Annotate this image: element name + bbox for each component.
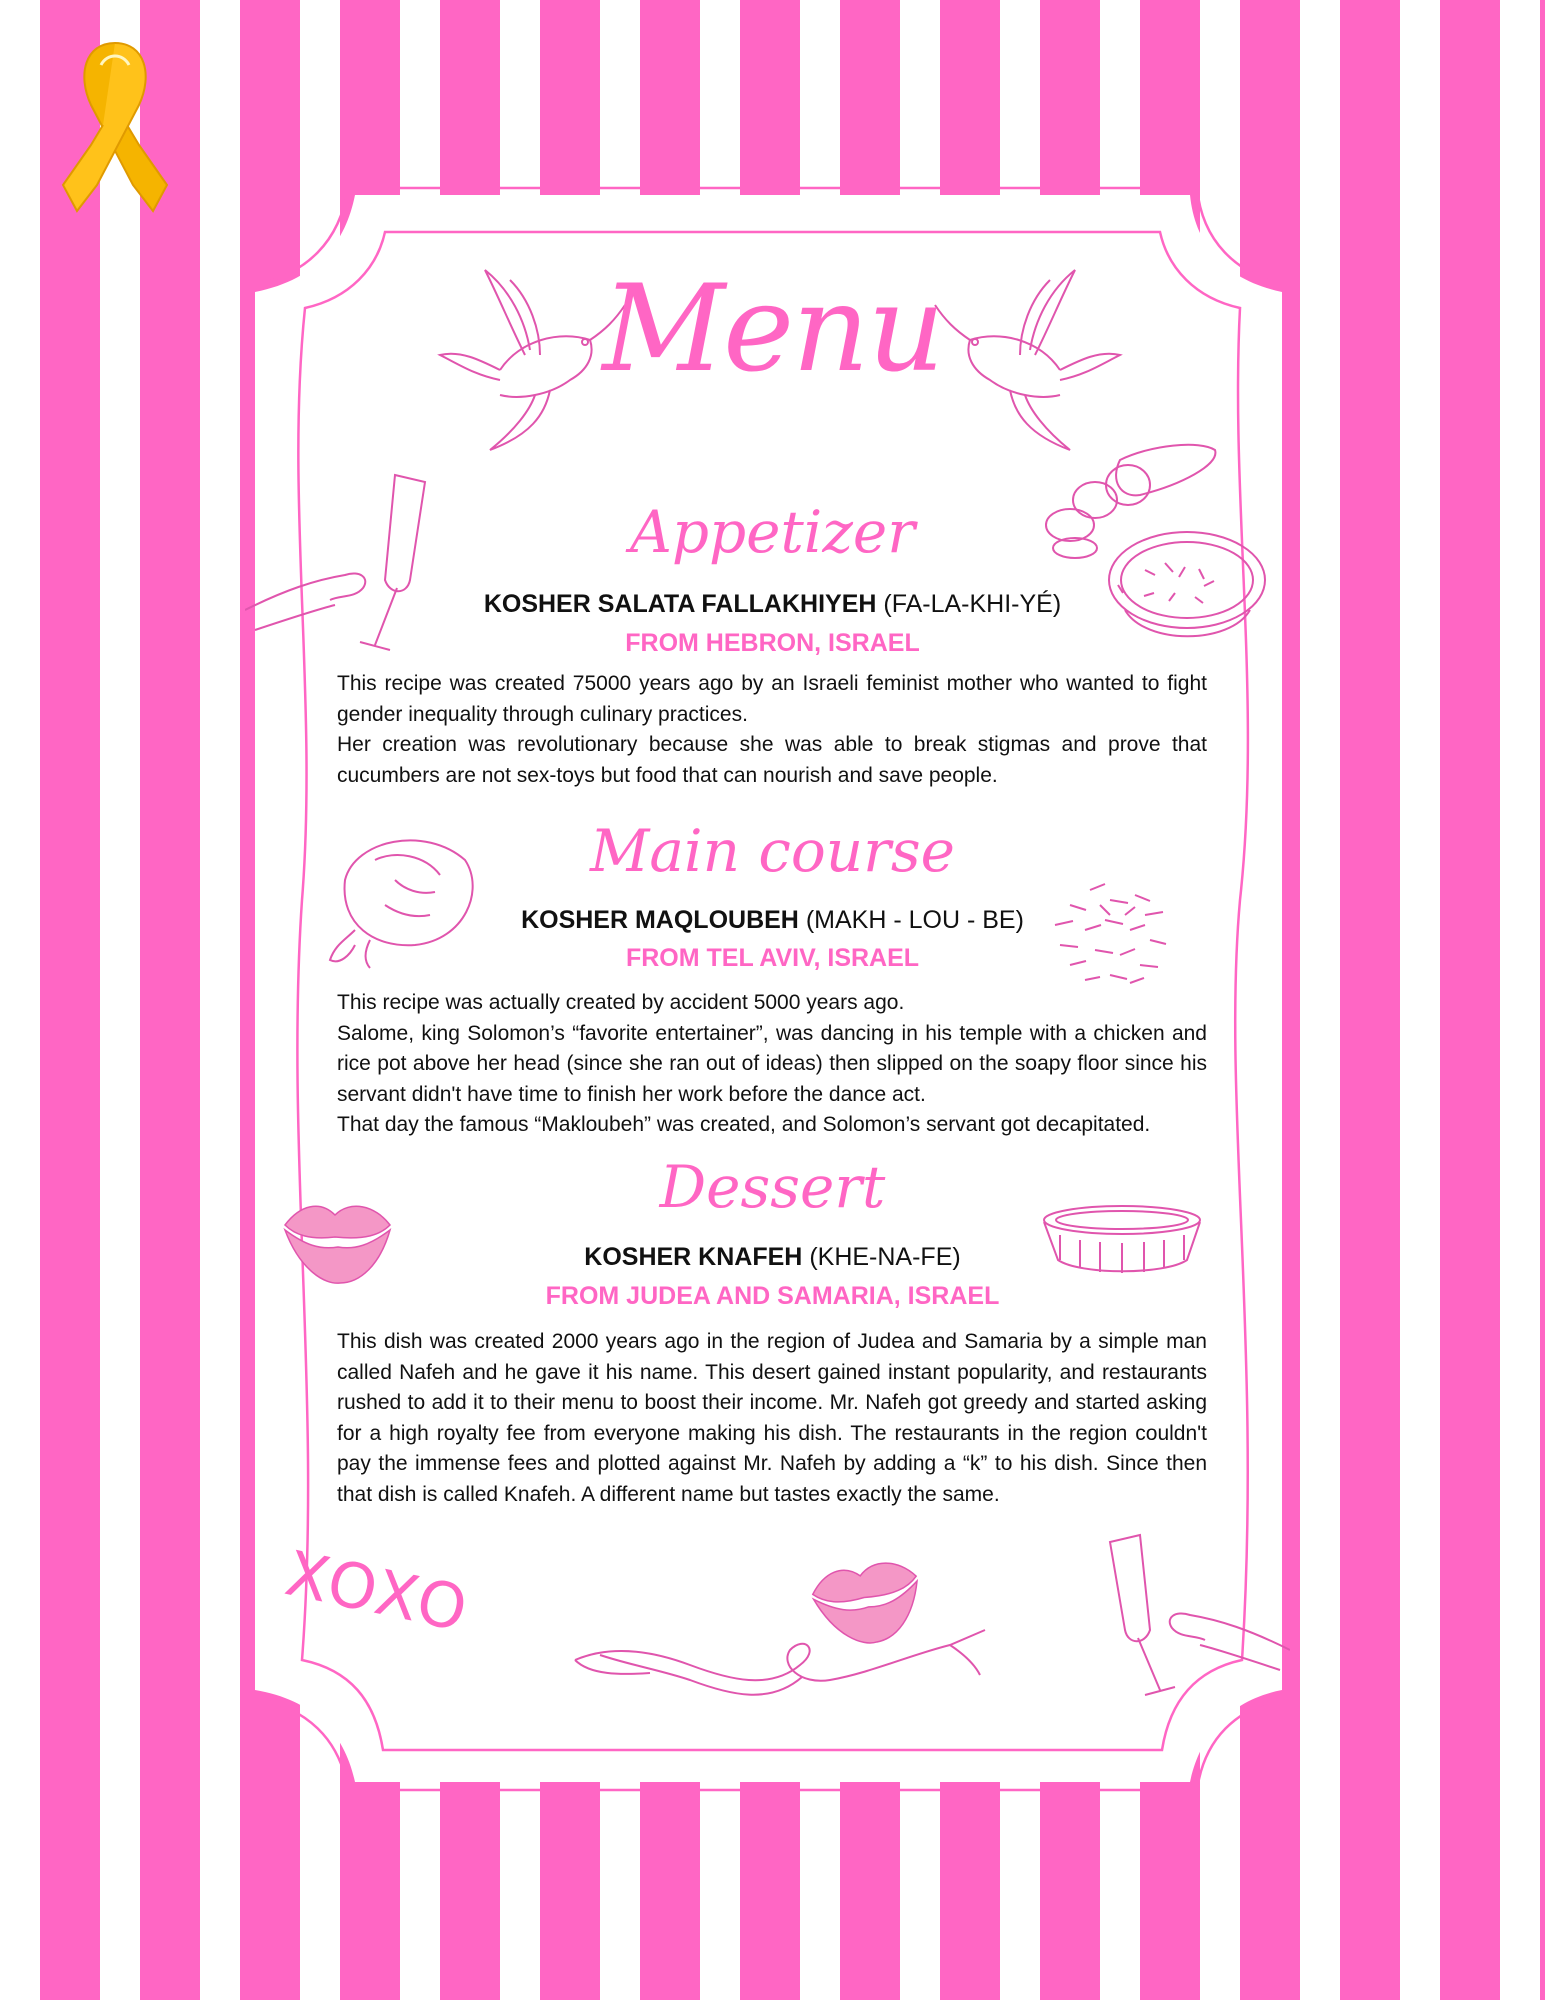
dish-origin: FROM TEL AVIV, ISRAEL	[625, 944, 920, 972]
dish-name: KOSHER MAQLOUBEH	[521, 906, 799, 934]
signoff-xoxo: XOXO	[279, 1536, 478, 1647]
champagne-glass-icon	[1100, 1530, 1290, 1700]
description-paragraph: Salome, king Solomon’s “favorite entertainer”, was dancing in his temple with a chicken and rice pot above her head (since she ran out of ideas) then slipped on the soapy floor since his servant didn't have time to finish her work before the dance act.	[337, 1021, 1207, 1106]
pronunciation: (MAKH - LOU - BE)	[805, 906, 1024, 934]
main-course-heading: Main course	[590, 817, 955, 885]
pronunciation: (FA-LA-KHI-YÉ)	[883, 590, 1062, 618]
dish-description	[337, 1327, 1207, 1510]
description-paragraph: This recipe was actually created by accident 5000 years ago.	[337, 991, 905, 1014]
pronunciation: (KHE-NA-FE)	[809, 1243, 961, 1271]
description-paragraph: This dish was created 2000 years ago in the region of Judea and Samaria by a simple man called Nafeh and he gave it his name. This desert gained instant popularity, and restaurants rushed to add it to their menu to boost their income. Mr. Nafeh got greedy and started asking for a high royalty fee from everyone making his dish. The restaurants in the region couldn't pay the immense fees and plotted against Mr. Nafeh by adding a “k” to his dish. Since then that dish is called Knafeh. A different name but tastes exactly the same.	[337, 1330, 1207, 1506]
appetizer-heading: Appetizer	[630, 498, 915, 566]
dish-description	[337, 988, 1207, 1141]
description-paragraph: That day the famous “Makloubeh” was created, and Solomon’s servant got decapitated.	[337, 1113, 1151, 1136]
description-paragraph: This recipe was created 75000 years ago by an Israeli feminist mother who wanted to fight gender inequality through culinary practices.	[337, 672, 1207, 726]
dish-origin: FROM JUDEA AND SAMARIA, ISRAEL	[545, 1282, 1000, 1310]
description-paragraph: Her creation was revolutionary because she was able to break stigmas and prove that cucumbers are not sex-toys but food that can nourish and save people.	[337, 733, 1207, 787]
dish-description	[337, 669, 1207, 791]
dish-name: KOSHER SALATA FALLAKHIYEH	[483, 590, 877, 618]
dish-title	[0, 1243, 1545, 1272]
ribbon-banner-icon	[570, 1625, 990, 1715]
menu-title: Menu	[602, 260, 943, 399]
dish-name: KOSHER KNAFEH	[584, 1243, 803, 1271]
dish-title	[0, 590, 1545, 619]
dish-origin: FROM HEBRON, ISRAEL	[625, 629, 920, 657]
dish-title	[0, 906, 1545, 935]
dessert-heading: Dessert	[659, 1153, 886, 1221]
